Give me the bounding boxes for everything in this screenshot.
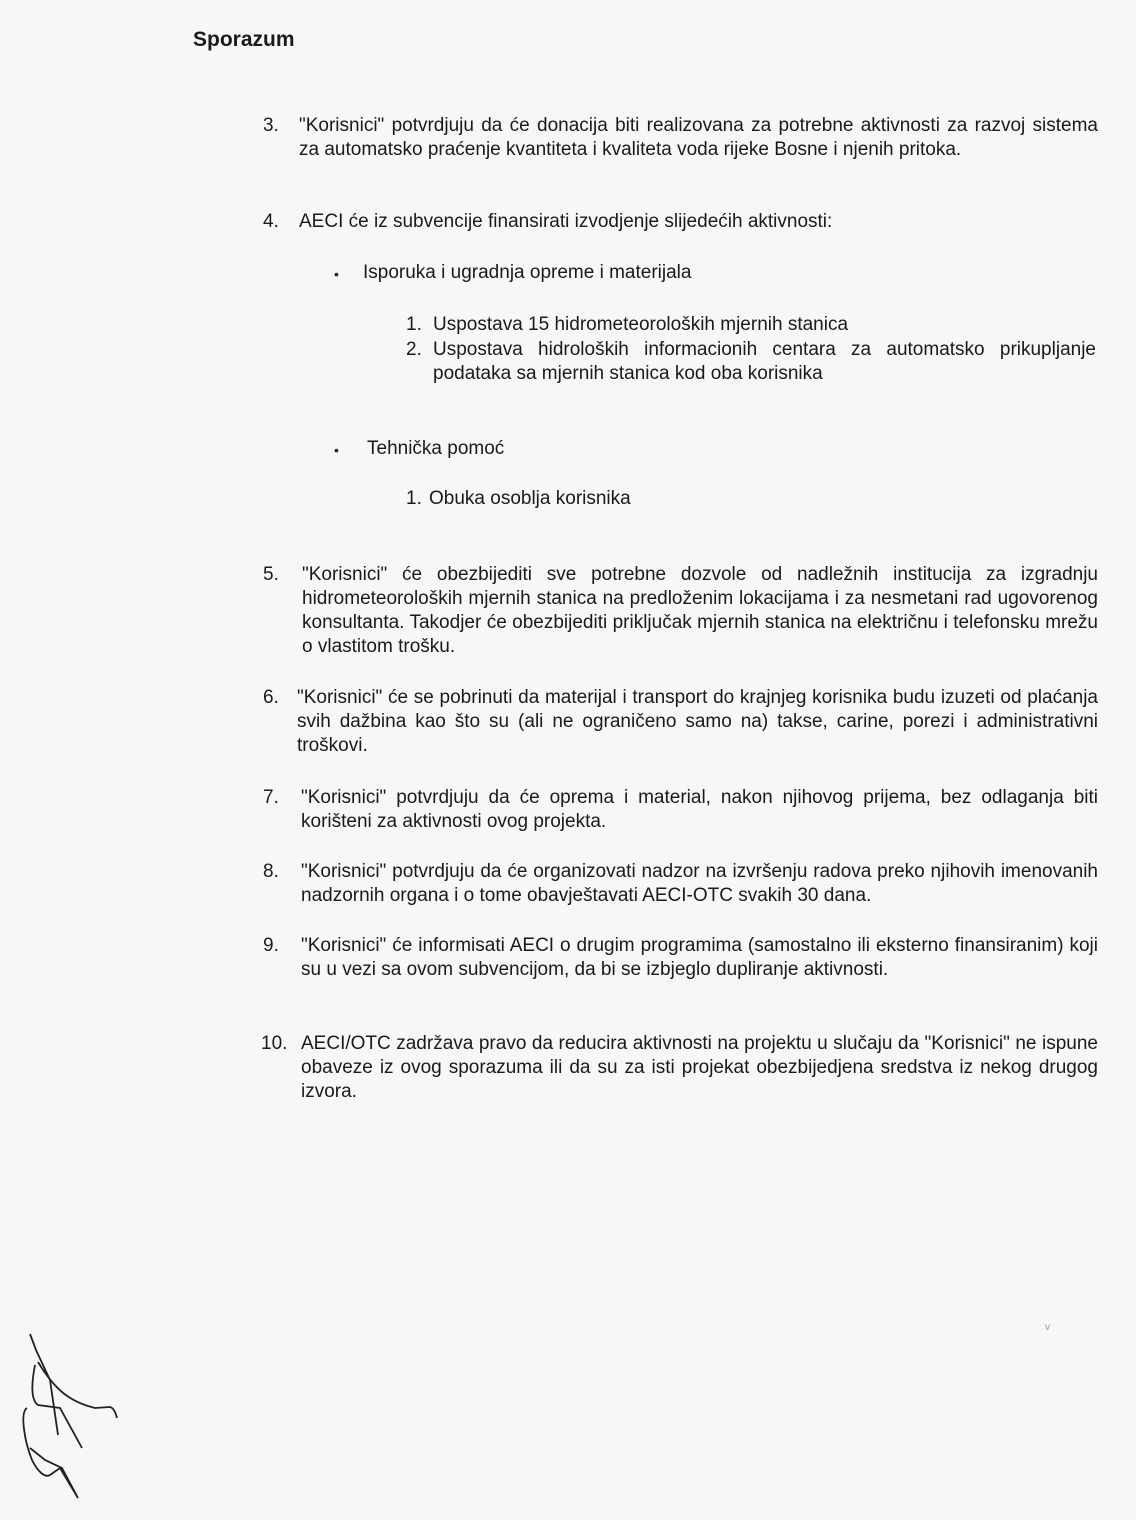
bullet-icon: • [334,266,339,282]
scan-mark: v [1045,1322,1050,1333]
bullet-label: Tehnička pomoć [367,438,505,459]
clause-number: 4. [263,211,279,232]
sub-item-number: 2. [406,339,422,360]
bullet-icon: • [334,442,339,458]
sub-item-number: 1. [406,314,422,335]
sub-item-text: Obuka osoblja korisnika [429,488,631,509]
clause-number: 5. [263,564,279,585]
clause-number: 8. [263,861,279,882]
bullet-label: Isporuka i ugradnja opreme i materijala [363,262,692,283]
clause-number: 10. [261,1033,288,1054]
signature-stroke [23,1408,78,1498]
clause-number: 6. [263,687,279,708]
clause-text: "Korisnici" potvrdjuju da će donacija biti realizovana za potrebne aktivnosti za razvoj sistema za automatsko praćenje kvantiteta i kvaliteta voda rijeke Bosne i njenih pritoka. [299,115,1098,160]
sub-item-text: Uspostava 15 hidrometeoroloških mjernih stanica [433,314,849,335]
sub-item-text: Uspostava hidroloških informacionih centara za automatsko prikupljanje podataka sa mjernih stanica kod oba korisnika [433,339,1096,384]
clause-text: "Korisnici" potvrdjuju da će organizovati nadzor na izvršenju radova preko njihovih imenovanih nadzornih organa i o tome obavještavati AECI-OTC svakih 30 dana. [301,861,1098,906]
clause-text: "Korisnici" potvrdjuju da će oprema i material, nakon njihovog prijema, bez odlaganja biti korišteni za aktivnosti ovog projekta. [301,787,1098,832]
sub-item-number: 1. [406,488,422,509]
signature-stroke [32,1365,82,1448]
clause-text: "Korisnici" će obezbijediti sve potrebne dozvole od nadležnih institucija za izgradnju hidrometeoroloških mjernih stanica na predloženim lokacijama i za nesmetani rad ugovorenog konsultanta. Takodjer će obezbijediti priključak mjernih stanica na električnu i telefonsku mrežu o vlastitom trošku. [302,564,1098,657]
signature-stroke [38,1362,117,1418]
clause-number: 7. [263,787,279,808]
clause-text: AECI/OTC zadržava pravo da reducira aktivnosti na projektu u slučaju da "Korisnici" ne ispune obaveze iz ovog sporazuma ili da su za isti projekat obezbijedjena sredstva iz nekog drugog izvora. [301,1033,1098,1102]
clause-number: 9. [263,935,279,956]
clause-text: AECI će iz subvencije finansirati izvodjenje slijedećih aktivnosti: [299,211,833,232]
document-heading: Sporazum [193,28,295,51]
clause-text: "Korisnici" će se pobrinuti da materijal i transport do krajnjeg korisnika budu izuzeti od plaćanja svih dažbina kao što su (ali ne ograničeno samo na) takse, carine, porezi i administrativni troškovi. [297,687,1098,756]
signature-initials [0,1320,160,1520]
clause-number: 3. [263,115,279,136]
clause-text: "Korisnici" će informisati AECI o drugim programima (samostalno ili eksterno finansiranim) koji su u vezi sa ovom subvencijom, da bi se izbjeglo dupliranje aktivnosti. [301,935,1098,980]
